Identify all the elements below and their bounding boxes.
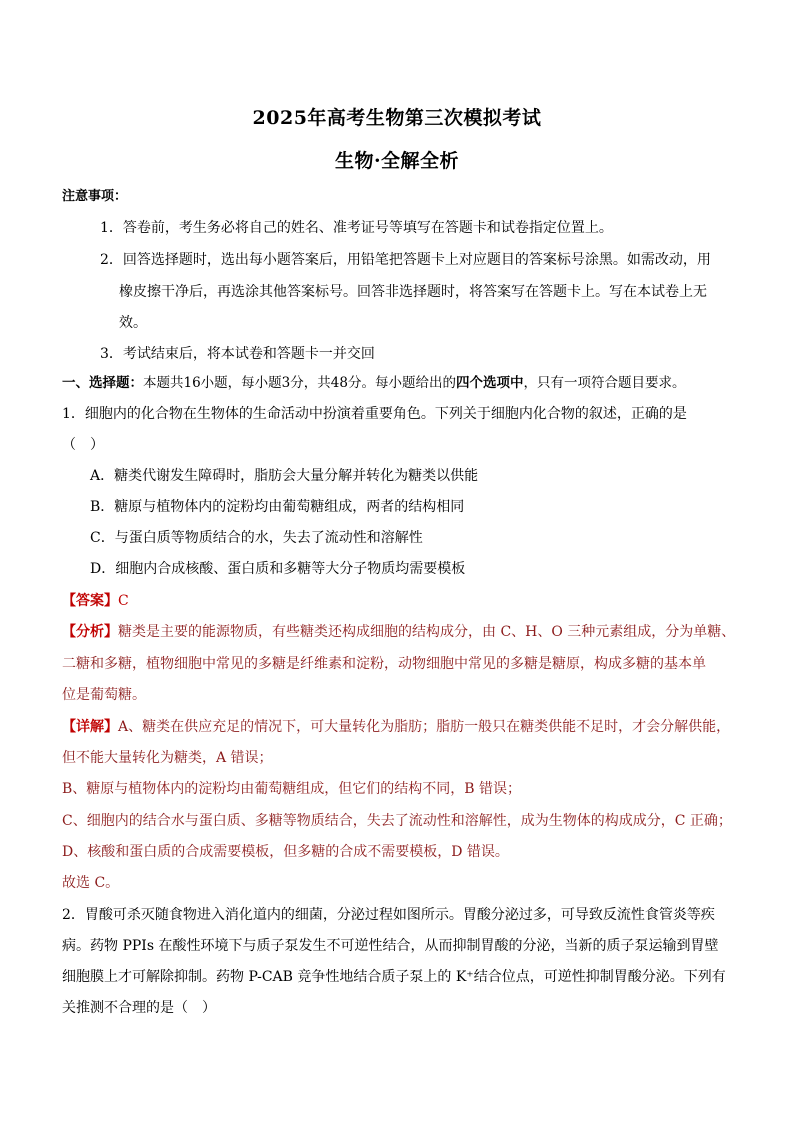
q1-analysis-line2: 二糖和多糖，植物细胞中常见的多糖是纤维素和淀粉，动物细胞中常见的多糖是糖原，构成多糖的基本单 [62, 656, 706, 672]
detail-tag: 【详解】 [62, 719, 118, 735]
notice-item-2-end: 效。 [119, 315, 147, 331]
q1-option-d: D．细胞内合成核酸、蛋白质和多糖等大分子物质均需要模板 [90, 561, 466, 577]
q1-option-c: C．与蛋白质等物质结合的水，失去了流动性和溶解性 [90, 530, 423, 546]
q1-stem-line2: （ ） [62, 437, 104, 453]
notice-heading: 注意事项： [62, 189, 128, 204]
notice-item-1: 1．答卷前，考生务必将自己的姓名、准考证号等填写在答题卡和试卷指定位置上。 [100, 220, 613, 236]
section-suffix: ，只有一项符合题目要求。 [523, 375, 686, 391]
detail-text-1: A、糖类在供应充足的情况下，可大量转化为脂肪；脂肪一般只在糖类供能不足时，才会分解供能， [118, 719, 731, 735]
q1-detail-line2: 但不能大量转化为糖类，A 错误； [62, 750, 273, 766]
q1-answer [62, 592, 129, 610]
q1-detail-line3: B、糖原与植物体内的淀粉均由葡萄糖组成，但它们的结构不同，B 错误； [62, 781, 522, 797]
q1-detail-line1 [62, 718, 730, 736]
exam-title: 2025年高考生物第三次模拟考试 [252, 107, 542, 129]
q2-stem-line2: 病。药物 PPIs 在酸性环境下与质子泵发生不可逆性结合，从而抑制胃酸的分泌，当新的质子泵运输到胃壁 [62, 938, 719, 954]
q2-stem-line1: 2．胃酸可杀灭随食物进入消化道内的细菌，分泌过程如图所示。胃酸分泌过多，可导致反流性食管炎等疾 [62, 907, 715, 923]
exam-subtitle: 生物·全解全析 [334, 150, 460, 172]
section-heading [62, 374, 685, 392]
answer-tag: 【答案】 [62, 593, 118, 609]
analysis-text-1: 糖类是主要的能源物质，有些糖类还构成细胞的结构成分，由 C、H、O 三种元素组成，分为单糖、 [118, 624, 736, 640]
section-text: 本题共16小题，每小题3分，共48分。每小题给出的 [143, 375, 456, 391]
analysis-tag: 【分析】 [62, 624, 118, 640]
q1-option-a: A．糖类代谢发生障碍时，脂肪会大量分解并转化为糖类以供能 [90, 468, 479, 484]
section-bold: 四个选项中 [455, 375, 524, 391]
notice-item-2: 2．回答选择题时，选出每小题答案后，用铅笔把答题卡上对应题目的答案标号涂黑。如需改动，用 [100, 252, 711, 268]
notice-item-3: 3．考试结束后，将本试卷和答题卡一并交回 [100, 346, 375, 362]
q2-stem-line3: 细胞膜上才可解除抑制。药物 P-CAB 竞争性地结合质子泵上的 K⁺结合位点，可逆性抑制胃酸分泌。下列有 [62, 969, 726, 985]
answer-value: C [118, 593, 129, 609]
q1-stem-line1: 1．细胞内的化合物在生物体的生命活动中扮演着重要角色。下列关于细胞内化合物的叙述，正确的是 [62, 406, 687, 422]
q1-detail-line4: C、细胞内的结合水与蛋白质、多糖等物质结合，失去了流动性和溶解性，成为生物体的构成成分，C 正确； [62, 813, 732, 829]
q1-conclusion: 故选 C。 [62, 875, 120, 891]
q2-stem-line4: 关推测不合理的是（ ） [62, 1000, 216, 1016]
q1-option-b: B．糖原与植物体内的淀粉均由葡萄糖组成，两者的结构相同 [90, 499, 465, 515]
q1-detail-line5: D、核酸和蛋白质的合成需要模板，但多糖的合成不需要模板，D 错误。 [62, 844, 509, 860]
section-prefix: 一、选择题： [62, 375, 143, 391]
q1-analysis-line1 [62, 623, 735, 641]
q1-analysis-line3: 位是葡萄糖。 [62, 687, 146, 703]
notice-item-2-cont: 橡皮擦干净后，再选涂其他答案标号。回答非选择题时，将答案写在答题卡上。写在本试卷上无 [119, 284, 707, 300]
